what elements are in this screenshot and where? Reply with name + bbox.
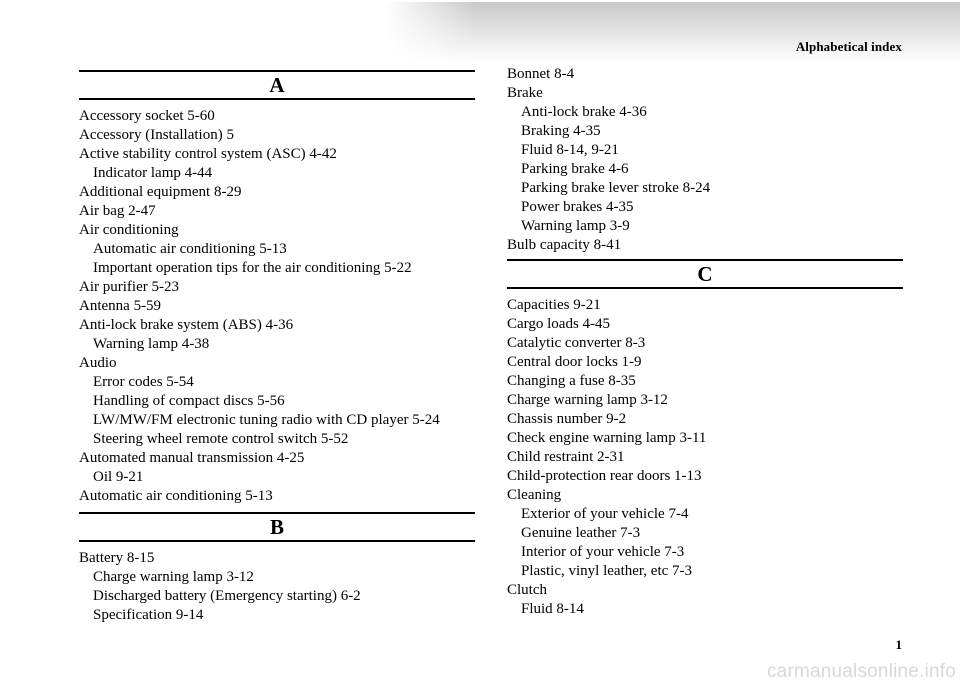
index-subentry: Fluid 8-14, 9-21 bbox=[521, 142, 619, 158]
index-subentry: Fluid 8-14 bbox=[521, 601, 584, 617]
index-entry: Changing a fuse 8-35 bbox=[507, 373, 636, 389]
page-header-title: Alphabetical index bbox=[795, 39, 902, 54]
index-subentry: Parking brake 4-6 bbox=[521, 161, 629, 177]
index-entry: Child restraint 2-31 bbox=[507, 449, 625, 465]
index-subentry: Steering wheel remote control switch 5-52 bbox=[93, 431, 349, 447]
index-entry: Automatic air conditioning 5-13 bbox=[79, 488, 273, 504]
index-entry: Antenna 5-59 bbox=[79, 298, 162, 314]
index-entry: Charge warning lamp 3-12 bbox=[507, 392, 668, 408]
index-subentry: Plastic, vinyl leather, etc 7-3 bbox=[521, 563, 693, 579]
index-entry: Anti-lock brake system (ABS) 4-36 bbox=[79, 317, 294, 333]
index-entry: Bulb capacity 8-41 bbox=[507, 237, 622, 253]
index-entry: Cleaning bbox=[507, 487, 562, 503]
index-subentry: Braking 4-35 bbox=[521, 123, 601, 139]
section-heading-a: A bbox=[79, 70, 475, 100]
index-entry-list bbox=[507, 65, 903, 255]
index-subentry: Error codes 5-54 bbox=[93, 374, 194, 390]
index-subentry: Genuine leather 7-3 bbox=[521, 525, 641, 541]
index-entry: Child-protection rear doors 1-13 bbox=[507, 468, 702, 484]
index-subentry: Warning lamp 3-9 bbox=[521, 218, 630, 234]
index-entry: Accessory (Installation) 5 bbox=[79, 127, 234, 143]
index-subentry: LW/MW/FM electronic tuning radio with CD player 5-24 bbox=[93, 412, 440, 428]
index-entry-list bbox=[507, 289, 903, 619]
index-subentry: Discharged battery (Emergency starting) 6-2 bbox=[93, 588, 361, 604]
index-subentry: Handling of compact discs 5-56 bbox=[93, 393, 285, 409]
index-subentry: Specification 9-14 bbox=[93, 607, 204, 623]
index-entry: Air conditioning bbox=[79, 222, 179, 238]
section-heading-c: C bbox=[507, 259, 903, 289]
index-entry: Active stability control system (ASC) 4-42 bbox=[79, 146, 337, 162]
index-subentry: Parking brake lever stroke 8-24 bbox=[521, 180, 711, 196]
index-entry: Bonnet 8-4 bbox=[507, 66, 575, 82]
index-entry: Catalytic converter 8-3 bbox=[507, 335, 646, 351]
index-entry: Automated manual transmission 4-25 bbox=[79, 450, 305, 466]
index-entry: Brake bbox=[507, 85, 543, 101]
index-entry: Clutch bbox=[507, 582, 547, 598]
index-subentry: Charge warning lamp 3-12 bbox=[93, 569, 254, 585]
index-subentry: Oil 9-21 bbox=[93, 469, 144, 485]
page-number: 1 bbox=[895, 637, 902, 652]
index-entry: Central door locks 1-9 bbox=[507, 354, 642, 370]
index-subentry: Anti-lock brake 4-36 bbox=[521, 104, 647, 120]
index-entry: Air bag 2-47 bbox=[79, 203, 156, 219]
index-entry-list bbox=[79, 100, 475, 506]
section-heading-b: B bbox=[79, 512, 475, 542]
index-entry: Check engine warning lamp 3-11 bbox=[507, 430, 707, 446]
index-entry: Battery 8-15 bbox=[79, 550, 155, 566]
index-entry: Air purifier 5-23 bbox=[79, 279, 179, 295]
index-entry: Audio bbox=[79, 355, 117, 371]
index-entry: Cargo loads 4-45 bbox=[507, 316, 611, 332]
index-entry: Chassis number 9-2 bbox=[507, 411, 627, 427]
index-subentry: Indicator lamp 4-44 bbox=[93, 165, 213, 181]
watermark-text: carmanualsonline.info bbox=[766, 661, 956, 682]
index-subentry: Exterior of your vehicle 7-4 bbox=[521, 506, 689, 522]
index-subentry: Interior of your vehicle 7-3 bbox=[521, 544, 685, 560]
index-entry: Capacities 9-21 bbox=[507, 297, 601, 313]
index-column-left bbox=[79, 0, 475, 625]
index-entry-list bbox=[79, 542, 475, 625]
index-subentry: Warning lamp 4-38 bbox=[93, 336, 210, 352]
index-subentry: Important operation tips for the air conditioning 5-22 bbox=[93, 260, 412, 276]
index-column-right bbox=[507, 0, 903, 619]
index-entry: Additional equipment 8-29 bbox=[79, 184, 242, 200]
index-entry: Accessory socket 5-60 bbox=[79, 108, 215, 124]
index-subentry: Power brakes 4-35 bbox=[521, 199, 634, 215]
index-subentry: Automatic air conditioning 5-13 bbox=[93, 241, 287, 257]
